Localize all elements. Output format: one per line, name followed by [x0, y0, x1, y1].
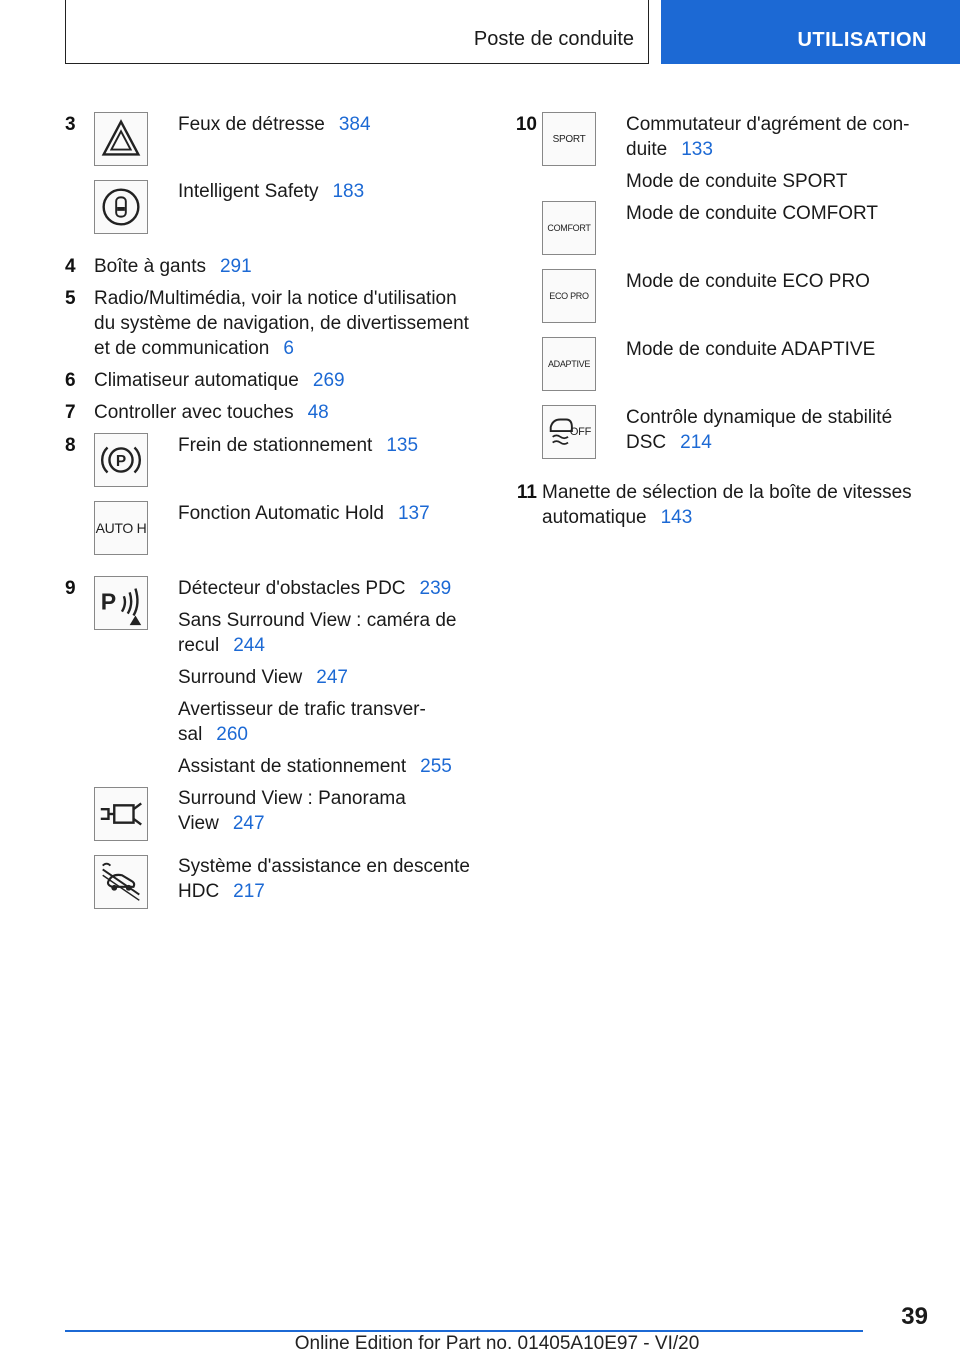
entry-text: Controller avec touches — [94, 402, 294, 423]
eco-pro-mode-icon — [542, 269, 596, 323]
footer-edition: Online Edition for Part no. 01405A10E97 - VI/20 — [294, 1333, 700, 1354]
item-9-cross-traffic-warning — [178, 697, 426, 747]
page-ref-link[interactable]: 244 — [233, 635, 265, 656]
icon-label: ECO PRO — [549, 291, 589, 301]
section-title: Poste de conduite — [473, 28, 634, 50]
item-5-radio-multimedia — [94, 286, 469, 361]
header-section-box — [65, 0, 649, 64]
page-ref-link[interactable]: 269 — [312, 370, 345, 391]
chapter-title: UTILISATION — [797, 29, 927, 51]
page-ref-link[interactable]: 133 — [681, 139, 713, 160]
comfort-mode-icon — [542, 201, 596, 255]
page-ref-link[interactable]: 291 — [219, 256, 252, 277]
item-8-auto-hold — [178, 501, 430, 526]
entry-text: Fonction Automatic Hold — [178, 503, 384, 524]
entry-text-line: Commutateur d'agrément de con- — [626, 114, 910, 135]
page-ref-link[interactable]: 247 — [232, 813, 265, 834]
adaptive-mode-icon — [542, 337, 596, 391]
item-3-hazard-lights — [178, 112, 371, 137]
item-number-6: 6 — [65, 370, 76, 391]
item-9-parking-assistant — [178, 754, 452, 779]
icon-label: AUTO H — [95, 520, 147, 536]
item-9-panorama-view — [178, 786, 406, 836]
item-3-intelligent-safety — [178, 179, 364, 204]
page-ref-link[interactable]: 137 — [397, 503, 430, 524]
entry-text-line: du système de navigation, de divertissement — [94, 313, 469, 334]
item-number-4: 4 — [65, 256, 76, 277]
icon-label: SPORT — [552, 133, 586, 145]
page-ref-link[interactable]: 247 — [316, 667, 348, 688]
entry-text: Intelligent Safety — [178, 181, 319, 202]
entry-text: Surround View — [178, 667, 303, 688]
entry-text-line: Manette de sélection de la boîte de vitesses — [542, 482, 912, 503]
entry-text: Mode de conduite SPORT — [626, 171, 848, 192]
item-8-parking-brake — [178, 433, 418, 458]
entry-text-line: View — [178, 813, 219, 834]
entry-text: Climatiseur automatique — [94, 370, 299, 391]
item-10-driving-experience-switch — [626, 112, 910, 162]
icon-label: OFF — [569, 426, 591, 438]
header-chapter-tab[interactable] — [661, 0, 960, 64]
entry-text-line: sal — [178, 724, 203, 745]
entry-text-line: Surround View : Panorama — [178, 788, 406, 809]
item-number-5: 5 — [65, 288, 76, 309]
item-9-hill-descent-control — [178, 854, 470, 904]
entry-text: Boîte à gants — [94, 256, 206, 277]
item-10-sport-mode — [626, 169, 847, 194]
item-number-7: 7 — [65, 402, 76, 423]
entry-text-line: Sans Surround View : caméra de — [178, 610, 457, 631]
item-10-adaptive-mode — [626, 337, 875, 362]
entry-text-line: DSC — [626, 432, 667, 453]
entry-text-line: et de communication — [94, 338, 270, 359]
pdc-icon — [94, 576, 148, 630]
page-ref-link[interactable]: 143 — [660, 507, 693, 528]
item-number-9: 9 — [65, 578, 76, 599]
entry-text: Feux de détresse — [178, 114, 325, 135]
page-ref-link[interactable]: 135 — [386, 435, 419, 456]
item-11-gear-selector — [542, 480, 912, 530]
auto-hold-icon — [94, 501, 148, 555]
page-ref-link[interactable]: 214 — [680, 432, 712, 453]
entry-text: Assistant de stationnement — [178, 756, 407, 777]
item-10-eco-pro-mode — [626, 269, 870, 294]
page-ref-link[interactable]: 6 — [283, 338, 294, 359]
entry-text: Mode de conduite COMFORT — [626, 203, 879, 224]
entry-text-line: automatique — [542, 507, 647, 528]
svg-text:P: P — [100, 588, 117, 615]
entry-text: Mode de conduite ADAPTIVE — [626, 339, 876, 360]
intelligent-safety-icon — [94, 180, 148, 234]
entry-text-line: Radio/Multimédia, voir la notice d'utilisation — [94, 288, 457, 309]
page-ref-link[interactable]: 239 — [419, 578, 452, 599]
panorama-view-icon — [94, 787, 148, 841]
entry-text: Mode de conduite ECO PRO — [626, 271, 870, 292]
entry-text-line: Système d'assistance en descente — [178, 856, 470, 877]
item-7-controller — [94, 400, 329, 425]
svg-text:P: P — [115, 452, 127, 470]
page-ref-link[interactable]: 183 — [332, 181, 365, 202]
item-10-dsc — [626, 405, 892, 455]
dsc-off-icon — [542, 405, 596, 459]
item-number-11: 11 — [516, 482, 537, 503]
icon-label: ADAPTIVE — [547, 359, 591, 369]
item-9-rear-camera — [178, 608, 456, 658]
page-ref-link[interactable]: 48 — [307, 402, 329, 423]
item-number-8: 8 — [65, 435, 76, 456]
entry-text-line: HDC — [178, 881, 220, 902]
item-6-climate-control — [94, 368, 345, 393]
entry-text-line: recul — [178, 635, 220, 656]
entry-text-line: Avertisseur de trafic transver- — [178, 699, 426, 720]
entry-text-line: Contrôle dynamique de stabilité — [626, 407, 893, 428]
item-10-comfort-mode — [626, 201, 878, 226]
item-number-3: 3 — [65, 114, 76, 135]
item-9-pdc — [178, 576, 451, 601]
hdc-icon — [94, 855, 148, 909]
page-ref-link[interactable]: 255 — [420, 756, 452, 777]
entry-text-line: duite — [626, 139, 668, 160]
item-4-glove-box — [94, 254, 252, 279]
entry-text: Frein de stationnement — [178, 435, 373, 456]
icon-label: COMFORT — [547, 223, 591, 233]
footer-divider — [65, 1330, 863, 1332]
entry-text: Détecteur d'obstacles PDC — [178, 578, 406, 599]
parking-brake-icon — [94, 433, 148, 487]
sport-mode-icon — [542, 112, 596, 166]
page-ref-link[interactable]: 384 — [338, 114, 371, 135]
page-ref-link[interactable]: 260 — [216, 724, 248, 745]
page-ref-link[interactable]: 217 — [233, 881, 265, 902]
hazard-warning-icon — [94, 112, 148, 166]
item-9-surround-view — [178, 665, 348, 690]
item-number-10: 10 — [515, 114, 537, 135]
page-number: 39 — [901, 1303, 928, 1330]
